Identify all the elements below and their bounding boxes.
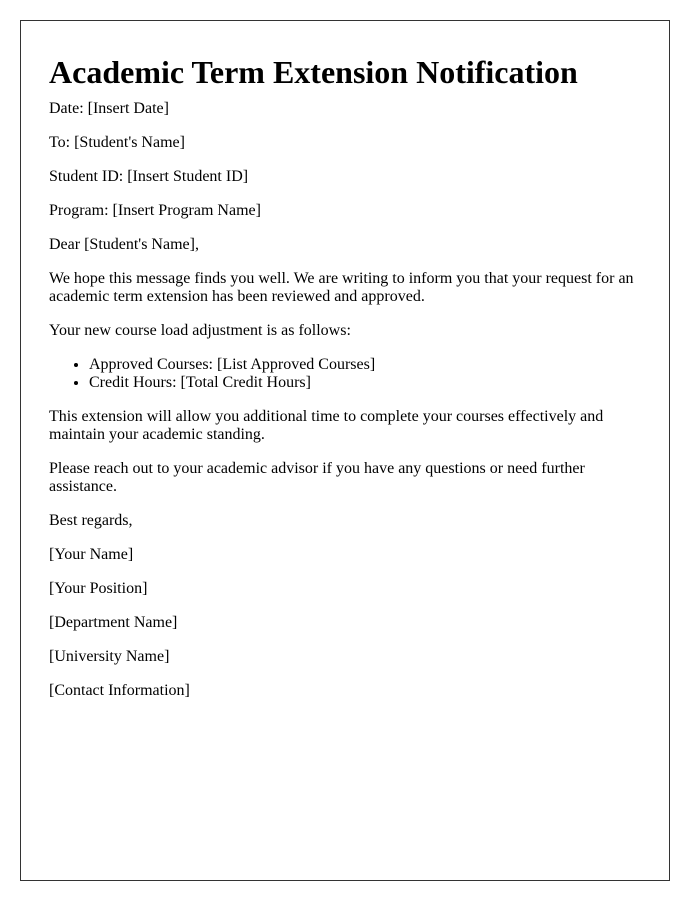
date-line: Date: [Insert Date] bbox=[49, 100, 169, 117]
signature-contact: [Contact Information] bbox=[49, 682, 190, 699]
contact-paragraph: Please reach out to your academic advisor if you have any questions or need further assistance. bbox=[49, 460, 585, 495]
page-title: Academic Term Extension Notification bbox=[49, 54, 578, 90]
adjustment-intro: Your new course load adjustment is as follows: bbox=[49, 322, 351, 339]
letter-page bbox=[20, 20, 670, 881]
student-id-line: Student ID: [Insert Student ID] bbox=[49, 168, 249, 185]
signature-university: [University Name] bbox=[49, 648, 170, 665]
closing: Best regards, bbox=[49, 512, 133, 529]
intro-paragraph: We hope this message finds you well. We are writing to inform you that your request for an academic term extension has been reviewed and approved. bbox=[49, 270, 634, 305]
salutation: Dear [Student's Name], bbox=[49, 236, 199, 253]
extension-paragraph: This extension will allow you additional time to complete your courses effectively and maintain your academic standing. bbox=[49, 408, 604, 443]
list-item: • Credit Hours: [Total Credit Hours] bbox=[89, 374, 649, 392]
adjustment-list bbox=[49, 356, 649, 392]
signature-name: [Your Name] bbox=[49, 546, 134, 563]
program-line: Program: [Insert Program Name] bbox=[49, 202, 261, 219]
list-item: • Approved Courses: [List Approved Courses] bbox=[89, 356, 649, 374]
signature-position: [Your Position] bbox=[49, 580, 148, 597]
recipient-line: To: [Student's Name] bbox=[49, 134, 185, 151]
signature-department: [Department Name] bbox=[49, 614, 178, 631]
